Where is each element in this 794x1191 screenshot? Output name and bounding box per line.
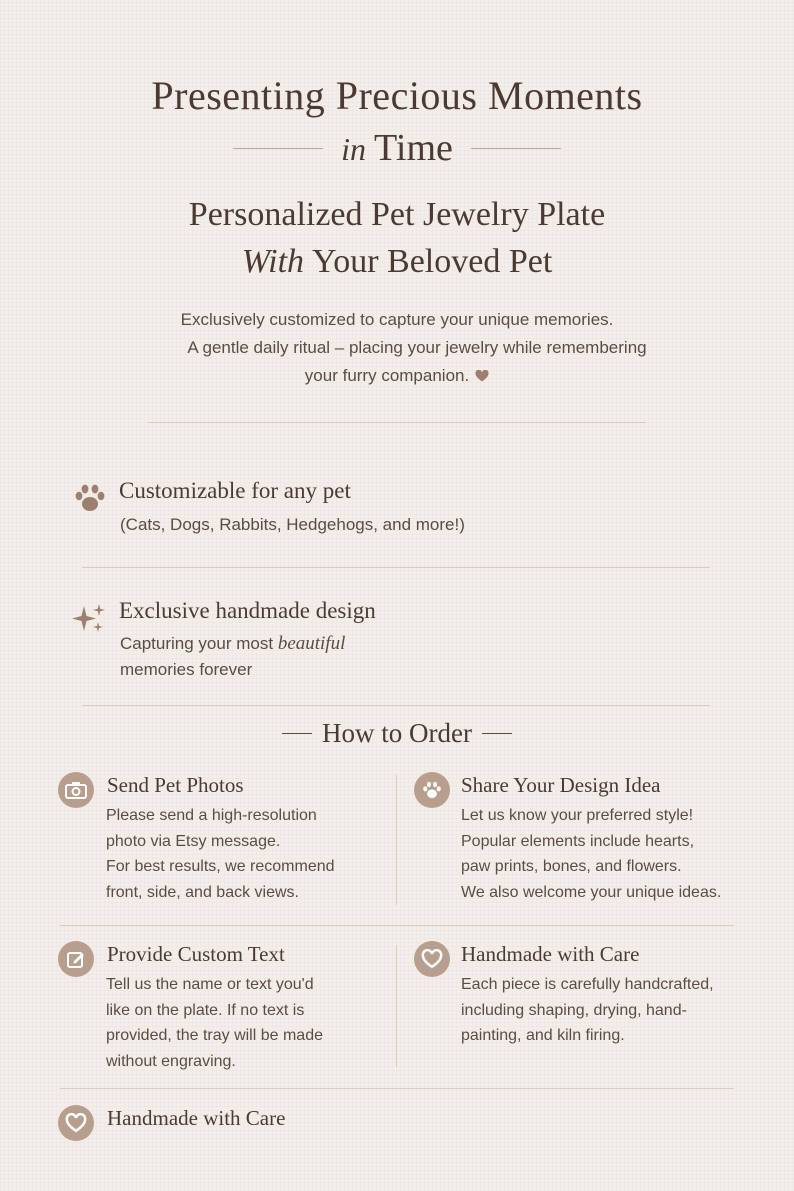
divider [82,705,710,706]
step-title-handmade: Handmade with Care [461,942,640,966]
edit-icon [58,941,94,977]
feature-text-customizable: (Cats, Dogs, Rabbits, Hedgehogs, and more!) [120,515,465,534]
paw-icon [72,482,108,514]
paw-icon [414,772,450,808]
step-line: Let us know your preferred style! [461,807,694,824]
step-text-custom-text [106,972,323,1074]
title-rule-left [233,148,323,149]
footer-step-title: Handmade with Care [107,1106,286,1130]
how-to-order-heading [0,718,794,749]
step-line: Popular elements include hearts, [461,832,695,850]
step-line: including shaping, drying, hand- [461,1001,687,1019]
step-line: like on the plate. If no text is [106,1001,305,1019]
divider [60,925,734,926]
heart-icon [58,1105,94,1141]
feature-title-exclusive: Exclusive handmade design [119,598,376,623]
camera-icon [58,772,94,808]
divider [148,422,646,423]
step-line: We also welcome your unique ideas. [461,883,722,901]
step-line: without engraving. [106,1052,236,1070]
page-title-line1: Presenting Precious Moments [151,73,643,118]
divider [82,567,710,568]
heading-dash-left [282,733,312,734]
feature-text-exclusive-line2: memories forever [120,660,253,679]
intro-line1: Exclusively customized to capture your unique memories. [180,310,614,329]
column-divider [396,945,397,1067]
step-line: photo via Etsy message. [106,832,281,850]
step-line: Tell us the name or text you'd [106,976,314,993]
step-line: Please send a high-resolution [106,807,317,824]
title-word-time: Time [374,127,453,169]
column-divider [396,775,397,905]
step-line: front, side, and back views. [106,883,299,901]
page-title-line2 [0,126,794,170]
step-text-send-photos [106,803,335,905]
step-line: provided, the tray will be made [106,1027,323,1044]
heading-dash-right [482,733,512,734]
feature-text-exclusive [120,633,345,655]
divider [60,1088,734,1089]
title-italic: in [341,131,367,167]
intro-line3-text: your furry companion. [304,366,470,385]
step-line: For best results, we recommend [106,858,335,875]
title-rule-right [471,148,561,149]
step-line: painting, and kiln firing. [461,1027,625,1044]
intro-line2: A gentle daily ritual – placing your jewelry while remembering [187,338,647,357]
step-title-send-photos: Send Pet Photos [107,773,244,797]
step-text-handmade [461,972,714,1049]
feature-text-exclusive-italic: beautiful [277,633,346,654]
heart-icon [475,370,489,382]
how-to-order-title: How to Order [322,718,472,748]
subtitle-italic: With [241,243,305,280]
sparkle-icon [72,602,108,636]
step-line: paw prints, bones, and flowers. [461,858,682,875]
feature-text-exclusive-a: Capturing your most [120,634,274,653]
step-title-design-idea: Share Your Design Idea [461,773,661,797]
feature-title-customizable: Customizable for any pet [119,478,351,503]
subtitle-rest: Your Beloved Pet [312,243,553,280]
intro-line3 [0,362,794,390]
subtitle-line2 [0,243,794,281]
subtitle-line1: Personalized Pet Jewelry Plate [188,196,606,233]
step-text-design-idea [461,803,721,905]
step-title-custom-text: Provide Custom Text [107,942,285,966]
heart-icon [414,941,450,977]
step-line: Each piece is carefully handcrafted, [461,976,714,993]
